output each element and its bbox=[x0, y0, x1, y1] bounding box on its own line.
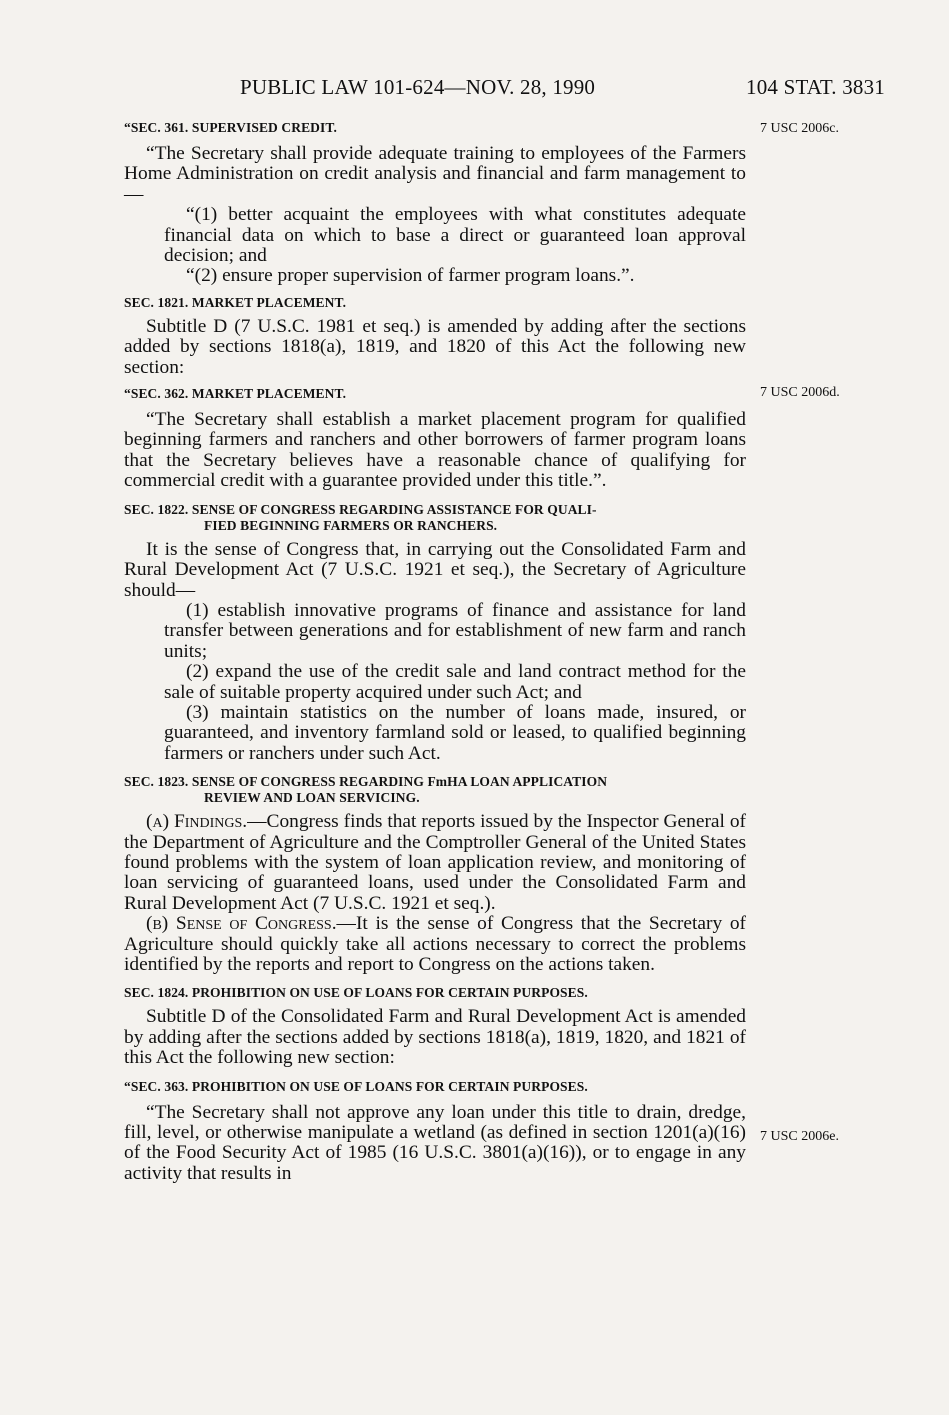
subsection-label: (b) Sense of Congress. bbox=[146, 913, 337, 935]
paragraph bbox=[124, 812, 746, 914]
header-stat-page: 104 STAT. 3831 bbox=[746, 75, 885, 99]
list-item: “(2) ensure proper supervision of farmer program loans.”. bbox=[186, 265, 635, 287]
list-item: (3) maintain statistics on the number of loans made, insured, or guaranteed, and inventory farmland sold or leased, to qualified beginning farmers or ranchers under such Act. bbox=[164, 701, 746, 764]
header-title: PUBLIC LAW 101-624—NOV. 28, 1990 bbox=[240, 75, 596, 99]
paragraph: “The Secretary shall not approve any loan under this title to drain, dredge, fill, level, or otherwise manipulate a wetland (as defined in section 1201(a)(16) of the Food Security Act of 1985 (16 U.S.C. 3801(a)(16)), or to engage in any activity that results in bbox=[124, 1101, 746, 1184]
paragraph bbox=[124, 914, 746, 975]
paragraph: Subtitle D of the Consolidated Farm and Rural Development Act is amended by adding after the sections added by sections 1818(a), 1819, 1820, and 1821 of this Act the following new section: bbox=[124, 1006, 746, 1069]
paragraph: Subtitle D (7 U.S.C. 1981 et seq.) is amended by adding after the sections added by sections 1818(a), 1819, and 1820 of this Act the following new section: bbox=[124, 315, 746, 378]
list-item: (1) establish innovative programs of finance and assistance for land transfer between generations and for establishment of new farm and ranch units; bbox=[164, 599, 746, 662]
section-heading bbox=[124, 774, 746, 806]
section-heading bbox=[124, 502, 746, 534]
section-heading: SEC. 1824. PROHIBITION ON USE OF LOANS FOR CERTAIN PURPOSES. bbox=[124, 985, 588, 1001]
paragraph: “The Secretary shall establish a market placement program for qualified beginning farmers and ranchers and other borrowers of farmer program loans that the Secretary believes have a reasonable chance of qualifying for commercial credit with a guarantee provided under this title.”. bbox=[124, 409, 746, 492]
document-body bbox=[124, 120, 746, 1184]
section-heading-line: REVIEW AND LOAN SERVICING. bbox=[204, 790, 420, 806]
margin-note: 7 USC 2006d. bbox=[760, 385, 840, 400]
section-heading-line: FIED BEGINNING FARMERS OR RANCHERS. bbox=[204, 517, 498, 533]
paragraph: It is the sense of Congress that, in carrying out the Consolidated Farm and Rural Development Act (7 U.S.C. 1921 et seq.), the Secretary of Agriculture should— bbox=[124, 538, 746, 601]
subsection-text: —Congress finds that reports issued by the Inspector General of the Department of Agriculture and the Comptroller General of the United States found problems with the system of loan application review, and monitoring of loan servicing of guaranteed loans, used under the Consolidated Farm and Rural Development Act (7 U.S.C. 1921 et seq.). bbox=[124, 811, 746, 914]
paragraph: “The Secretary shall provide adequate training to employees of the Farmers Home Administration on credit analysis and financial and farm management to— bbox=[124, 143, 746, 205]
margin-note: 7 USC 2006c. bbox=[760, 121, 839, 136]
subsection-label: (a) Findings. bbox=[146, 811, 248, 833]
section-heading: “SEC. 363. PROHIBITION ON USE OF LOANS FOR CERTAIN PURPOSES. bbox=[124, 1078, 588, 1094]
list-item: (2) expand the use of the credit sale and land contract method for the sale of suitable property acquired under such Act; and bbox=[164, 661, 746, 703]
subsection-text: —It is the sense of Congress that the Secretary of Agriculture should quickly take all actions necessary to correct the problems identified by the reports and report to Congress on the actions taken. bbox=[124, 913, 746, 975]
section-heading-line: SEC. 1822. SENSE OF CONGRESS REGARDING ASSISTANCE FOR QUALI- bbox=[124, 501, 597, 517]
section-heading: “SEC. 362. MARKET PLACEMENT. bbox=[124, 386, 347, 402]
list-item: “(1) better acquaint the employees with what constitutes adequate financial data on which to base a direct or guaranteed loan approval decision; and bbox=[164, 204, 746, 267]
section-heading-line: SEC. 1823. SENSE OF CONGRESS REGARDING FmHA LOAN APPLICATION bbox=[124, 774, 608, 790]
section-heading: “SEC. 361. SUPERVISED CREDIT. bbox=[124, 120, 337, 135]
margin-note: 7 USC 2006e. bbox=[760, 1129, 839, 1144]
section-heading: SEC. 1821. MARKET PLACEMENT. bbox=[124, 294, 347, 310]
